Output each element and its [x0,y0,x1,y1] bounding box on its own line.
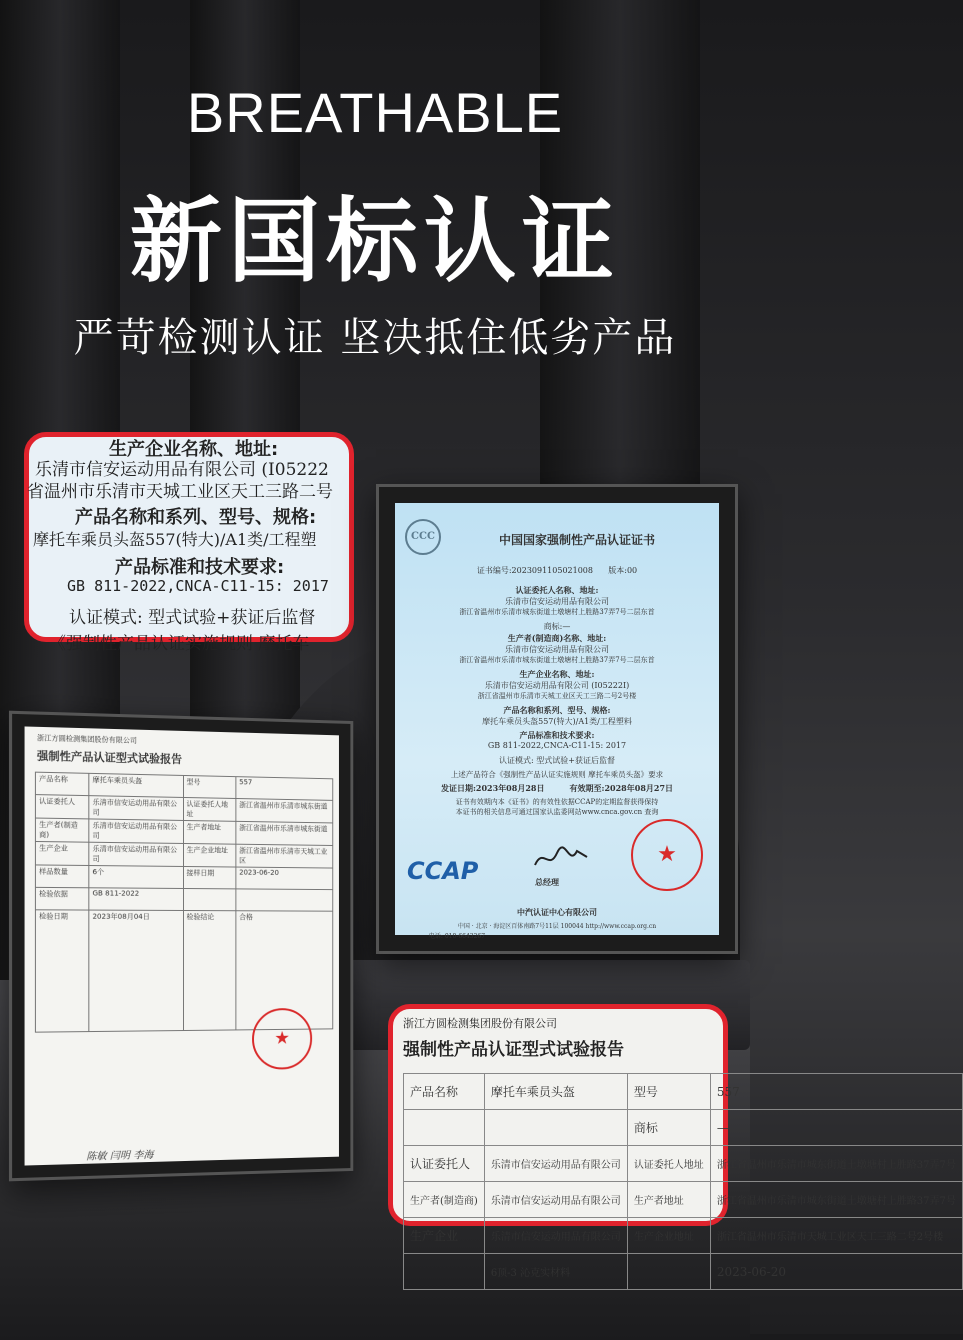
table-cell [183,888,236,910]
product-label: 产品名称和系列、型号、规格: [503,705,611,715]
ccc-certificate [395,503,719,940]
conform-text: 上述产品符合《强制性产品认证实施规则 摩托车乘员头盔》要求 [450,770,664,779]
table-cell: 认证委托人地址 [183,797,236,821]
title-chinese: 新国标认证 [129,188,620,295]
subtitle: 严苛检测认证 坚决抵住低劣产品 [73,315,677,361]
zoom-line: GB 811-2022,CNCA-C11-15: 2017 [67,577,329,595]
table-cell: 乐清市信安运动用品有限公司 [484,1218,627,1254]
table-cell: 生产者(制造商) [35,818,88,842]
maker-label: 生产者(制造商)名称、地址: [507,633,607,643]
table-cell: 生产企业地址 [627,1218,710,1254]
brand [395,621,719,632]
table-cell [404,1110,485,1146]
certificate-frame [376,484,738,954]
standard-label: 产品标准和技术要求: [519,730,595,740]
table-cell [404,1254,485,1290]
table-cell [236,889,333,911]
table-row [35,841,332,868]
table-cell: 型号 [627,1074,710,1110]
zoom-report-title: 强制性产品认证型式试验报告 [403,1040,624,1060]
table-cell: 2023-06-20 [710,1254,962,1290]
org-address: 中国 · 北京 · 海淀区百体南路7号11层 100044 http://www.ccap.org.cn [457,923,657,930]
table-cell: 浙江省温州市乐清市城东街道 [236,798,333,822]
org-phone: 电话: 010-6643267 [428,933,486,940]
cert-no [395,565,719,576]
cert-no-label: 证书编号: [476,566,512,575]
table-cell: — [710,1110,962,1146]
table-cell: 产品名称 [404,1074,485,1110]
report-signers: 陈敏 闫明 李海 [86,1149,154,1163]
zoom-card-report-detail [388,1004,956,1279]
signature-image [531,843,591,873]
table-cell: 型号 [183,775,236,798]
table-cell: 生产者(制造商) [404,1182,485,1218]
table-cell: GB 811-2022 [89,888,183,911]
table-cell: 生产者地址 [183,820,236,844]
factory-label: 生产企业名称、地址: [519,669,595,679]
version-label: 版本: [608,566,627,575]
zoom-line: 乐清市信安运动用品有限公司 (I05222 [35,460,329,480]
table-row [35,865,332,890]
table-cell: 产品名称 [35,772,88,795]
dates [395,783,719,794]
table-cell: 乐清市信安运动用品有限公司 [89,819,183,844]
table-cell: 6顶-3 沁克实材料 [484,1254,627,1290]
note-1: 证书有效期内本《证书》的有效性依据CCAP的定期监督获得保持 [455,798,659,806]
table-cell [484,1110,627,1146]
table-cell: 检验结论 [183,910,236,1030]
table-row [404,1182,963,1218]
table-row [404,1110,963,1146]
report-header: 浙江方圆检测集团股份有限公司 [36,733,137,745]
client-addr: 浙江省温州市乐清市城东街道土墩塘村上胜路37弄7号二层东首 [459,608,655,616]
table-cell: 浙江省温州市乐清市城东街道土墩塘村上胜路37弄7号 [710,1146,962,1182]
table-cell: 生产者地址 [627,1182,710,1218]
table-cell: 557 [710,1074,962,1110]
table-cell: 生产企业 [35,841,88,865]
table-cell: 浙江省温州市乐清市城东街道 [236,821,333,845]
ccc-logo-icon: CCC [405,519,441,555]
table-row [35,887,332,911]
table-cell: 乐清市信安运动用品有限公司 [89,796,183,821]
table-cell: 摩托车乘员头盔 [89,773,183,797]
cert-no-value: 2023091105021008 [511,566,593,575]
report-frame [9,711,353,1182]
client-name: 乐清市信安运动用品有限公司 [505,597,609,606]
title-english: BREATHABLE [186,81,564,144]
ccap-logo: CCAP [407,857,479,885]
standard-value: GB 811-2022,CNCA-C11-15: 2017 [487,741,627,750]
report-title: 强制性产品认证型式试验报告 [36,749,183,766]
client-label: 认证委托人名称、地址: [515,585,599,595]
issuing-org: 中汽认证中心有限公司 [517,907,597,917]
zoom-line: 生产企业名称、地址: [109,439,279,460]
version-value: 00 [626,566,638,575]
note-2: 本证书的相关信息可通过国家认监委网站www.cnca.gov.cn 查询 [455,808,659,816]
zoom-line: 认证模式: 型式试验+获证后监督 [69,608,316,628]
table-cell: 接样日期 [183,866,236,888]
issue-date: 2023年08月28日 [475,783,545,793]
table-cell: 认证委托人 [404,1146,485,1182]
cert-mode: 认证模式: 型式试验+获证后监督 [499,756,615,765]
red-seal-icon: ★ [631,819,703,891]
table-cell: 生产企业地址 [183,843,236,867]
report-table [35,772,333,1033]
zoom-line: 摩托车乘员头盔557(特大)/A1类/工程塑 [33,530,317,549]
zoom-card-certificate-detail [24,432,354,654]
table-cell: 乐清市信安运动用品有限公司 [89,842,183,866]
zoom-line: 产品标准和技术要求: [115,557,285,578]
table-cell: 2023-06-20 [236,867,333,890]
table-row [404,1146,963,1182]
table-cell: 乐清市信安运动用品有限公司 [484,1146,627,1182]
zoom-report-table [403,1073,963,1290]
brand-value: — [562,622,571,631]
table-cell: 认证委托人 [35,795,88,819]
table-cell: 检验依据 [35,887,88,910]
table-cell: 6个 [89,865,183,888]
table-cell: 合格 [236,911,333,1030]
table-cell: 浙江省温州市乐清市天城工业区天工三路二号2号楼 [710,1218,962,1254]
zoom-line: 《强制性产品认证实施规则 摩托车 [49,634,310,654]
table-row [404,1218,963,1254]
maker-addr: 浙江省温州市乐清市城东街道土墩塘村上胜路37弄7号二层东首 [459,656,655,664]
product-value: 摩托车乘员头盔557(特大)/A1类/工程塑料 [482,717,632,726]
table-cell: 商标 [627,1110,710,1146]
zoom-line: 产品名称和系列、型号、规格: [75,507,317,528]
table-cell: 557 [236,777,333,801]
certificate-title: 中国国家强制性产品认证证书 [498,533,655,547]
table-cell: 样品数量 [35,865,88,888]
expire-date: 2028年08月27日 [604,783,674,793]
table-row [404,1074,963,1110]
red-seal-icon: ★ [252,1008,312,1070]
expire-label: 有效期至: [569,783,605,793]
general-manager-label: 总经理 [535,877,559,887]
issue-label: 发证日期: [440,783,476,793]
maker-name: 乐清市信安运动用品有限公司 [505,645,609,654]
table-cell [627,1254,710,1290]
table-cell: 检验日期 [35,910,88,1032]
test-report [25,726,339,1165]
zoom-line: 省温州市乐清市天城工业区天工三路二号 [27,482,333,502]
table-cell: 摩托车乘员头盔 [484,1074,627,1110]
table-cell: 生产企业 [404,1218,485,1254]
table-cell: 浙江省温州市乐清市天城工业区 [236,844,333,868]
table-cell: 2023年08月04日 [89,910,183,1032]
table-cell: 浙江省温州市乐清市城东街道土墩塘村上胜路37弄7号 [710,1182,962,1218]
factory-addr: 浙江省温州市乐清市天城工业区天工三路二号2号楼 [477,692,637,700]
table-row [404,1254,963,1290]
zoom-report-header: 浙江方圆检测集团股份有限公司 [403,1017,557,1030]
factory-name: 乐清市信安运动用品有限公司 (I05222I) [484,681,630,690]
table-cell: 认证委托人地址 [627,1146,710,1182]
table-cell: 乐清市信安运动用品有限公司 [484,1182,627,1218]
brand-label: 商标: [543,622,563,631]
